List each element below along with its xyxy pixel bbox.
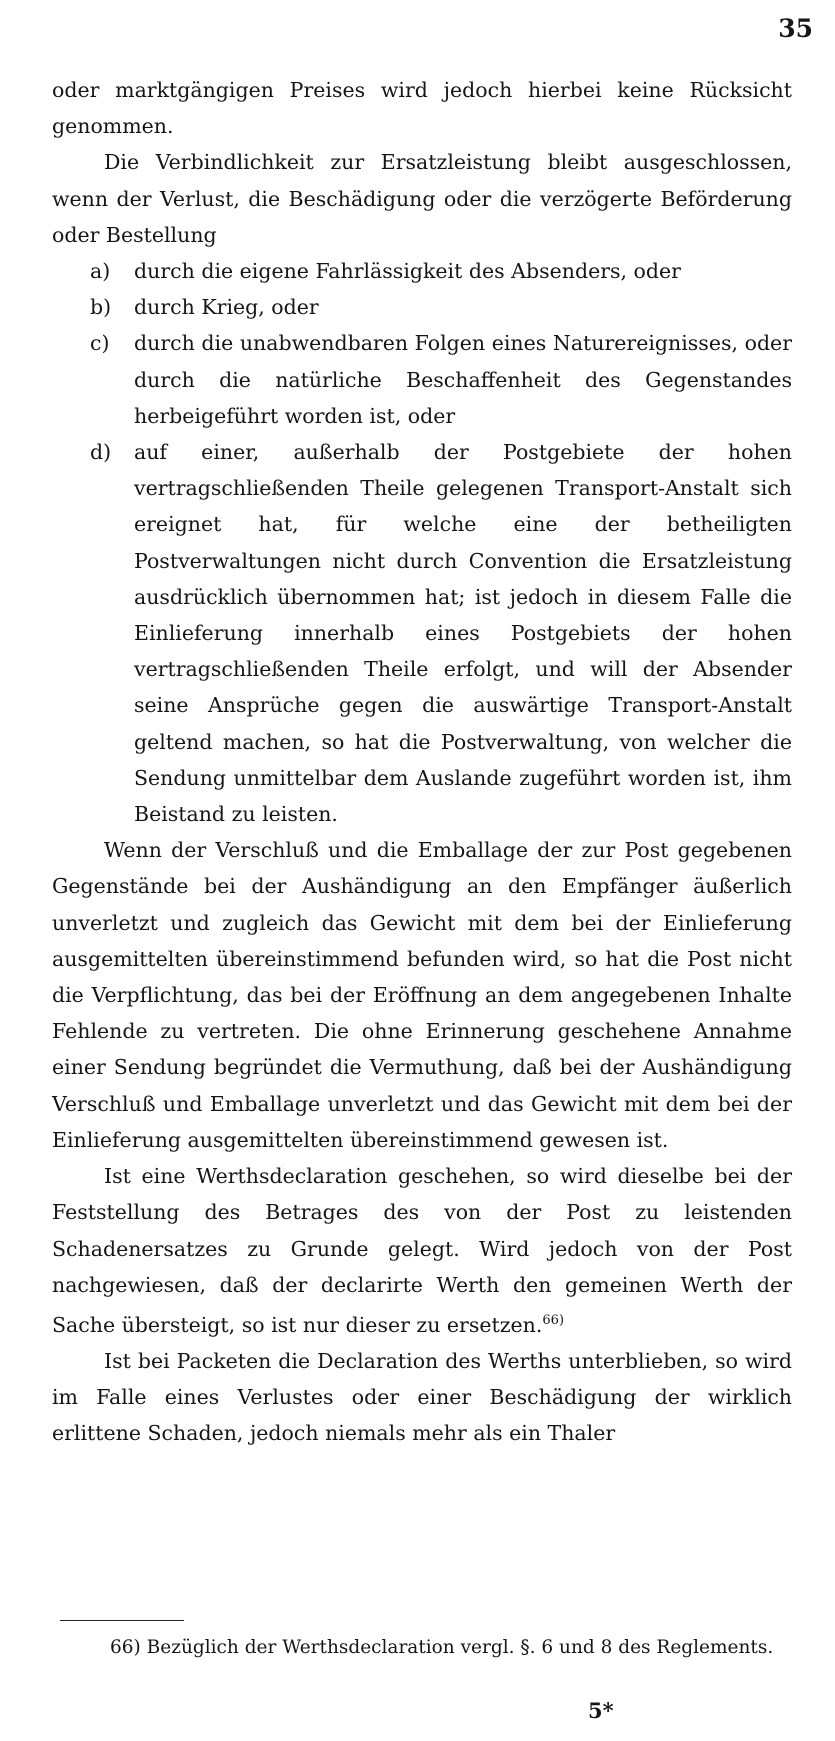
paragraph-4 bbox=[52, 1158, 792, 1343]
paragraph-4-text: Ist eine Werthsdeclaration geschehen, so wird dieselbe bei der Feststellung des Betrages des von der Post zu leistenden Schadenersatzes zu Grunde gelegt. Wird jedoch von der Post nachgewiesen, daß der declarirte Werth den gemeinen Werth der Sache übersteigt, so ist nur dieser zu ersetzen. bbox=[52, 1164, 792, 1337]
list-item-d bbox=[90, 434, 792, 832]
body-text bbox=[52, 72, 792, 1452]
footnote bbox=[52, 1632, 792, 1664]
paragraph-3: Wenn der Verschluß und die Emballage der zur Post gegebenen Gegenstände bei der Aushändigung an den Empfänger äußerlich unverletzt und zugleich das Gewicht mit dem bei der Einlieferung ausgemittelten übereinstimmend befunden wird, so hat die Post nicht die Verpflichtung, das bei der Eröffnung an dem angegebenen Inhalte Fehlende zu vertreten. Die ohne Erinnerung geschehene Annahme einer Sendung begründet die Vermuthung, daß bei der Aushändigung Verschluß und Emballage unverletzt und das Gewicht mit dem bei der Einlieferung ausgemittelten übereinstimmend gewesen ist. bbox=[52, 838, 792, 1152]
list-item-label: a) bbox=[90, 259, 111, 284]
list-item-text: durch die eigene Fahrlässigkeit des Absenders, oder bbox=[134, 259, 681, 284]
list-item-text: auf einer, außerhalb der Postgebiete der hohen vertragschließenden Theile gelegenen Transport-Anstalt sich ereignet hat, für welche eine der betheiligten Postverwaltungen nicht durch Convention die Ersatzleistung ausdrücklich übernommen hat; ist jedoch in diesem Falle die Einlieferung innerhalb eines Postgebiets der hohen vertragschließenden Theile erfolgt, und will der Absender seine Ansprüche gegen die auswärtige Transport-Anstalt geltend machen, so hat die Postverwaltung, von welcher die Sendung unmittelbar dem Auslande zugeführt worden ist, ihm Beistand zu leisten. bbox=[134, 440, 792, 827]
list-item-c bbox=[90, 325, 792, 434]
list-item-b bbox=[90, 289, 792, 325]
page-number: 35 bbox=[778, 14, 813, 43]
paragraph-5: Ist bei Packeten die Declaration des Werths unterblieben, so wird im Falle eines Verlustes oder einer Beschädigung der wirklich erlittene Schaden, jedoch niemals mehr als ein Thaler bbox=[52, 1348, 792, 1446]
paragraph-2: Die Verbindlichkeit zur Ersatzleistung bleibt ausgeschlossen, wenn der Verlust, die Beschädigung oder die verzögerte Beförderung oder Bestellung bbox=[52, 150, 792, 247]
list-item-label: b) bbox=[90, 295, 112, 320]
paragraph-1: oder marktgängigen Preises wird jedoch hierbei keine Rücksicht genommen. bbox=[52, 78, 792, 139]
footnote-number: 66) bbox=[110, 1637, 141, 1658]
sheet-signature: 5* bbox=[588, 1698, 614, 1723]
footnote-reference[interactable]: 66) bbox=[542, 1312, 565, 1328]
list-item-text: durch die unabwendbaren Folgen eines Naturereignisses, oder durch die natürliche Beschaffenheit des Gegenstandes herbeigeführt worden ist, oder bbox=[134, 331, 792, 428]
footnote-body bbox=[52, 1632, 792, 1664]
list-item-label: c) bbox=[90, 331, 110, 356]
footnote-divider bbox=[60, 1620, 184, 1621]
list-item-a bbox=[90, 253, 792, 289]
footnote-text: Bezüglich der Werthsdeclaration vergl. §. 6 und 8 des Reglements. bbox=[146, 1637, 774, 1658]
list-item-text: durch Krieg, oder bbox=[134, 295, 319, 320]
list-item-label: d) bbox=[90, 440, 112, 465]
